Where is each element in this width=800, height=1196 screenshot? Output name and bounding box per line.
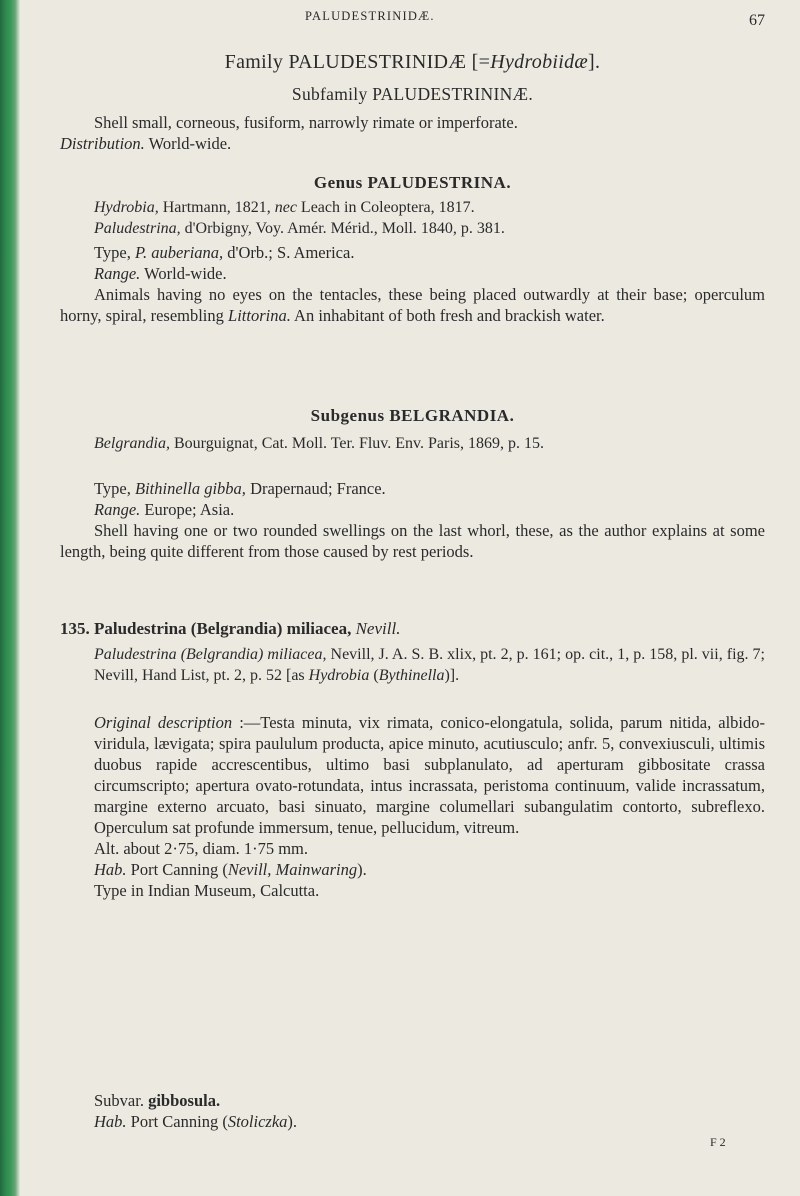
species-habitat: Hab. Port Canning (Nevill, Mainwaring). [94,860,367,879]
genus-type: Type, P. auberiana, d'Orb.; S. America. [94,243,355,262]
subgenus-heading: Subgenus BELGRANDIA. [310,406,515,425]
subfamily-description [60,112,765,154]
subgenus-range: Range. Europe; Asia. [94,500,235,519]
genus-synonymy [60,198,765,239]
genus-range: Range. World-wide. [94,264,227,283]
subvariety-habitat: Hab. Port Canning (Stoliczka). [94,1112,298,1131]
subgenus-shell-text: Shell having one or two rounded swellings on the last whorl, these, as the author explains at some length, being quite different from those caused by rest periods. [60,521,765,561]
book-binding-edge [0,0,20,1196]
species-reference: Paludestrina (Belgrandia) miliacea, Nevill, J. A. S. B. xlix, pt. 2, p. 161; op. cit., 1, p. 158, pl. vii, fig. 7; Nevill, Hand List, pt. 2, p. 52 [as Hydrobia (Bythinella)]. [94,646,765,684]
subfamily-title: Subfamily PALUDESTRININÆ. [291,84,534,104]
species-references [60,645,765,686]
subgenus-synonym: Belgrandia, Bourguignat, Cat. Moll. Ter. Fluv. Env. Paris, 1869, p. 15. [94,435,544,452]
species-type-location: Type in Indian Museum, Calcutta. [94,881,320,900]
genus-synonym-hydrobia: Hydrobia, Hartmann, 1821, nec Leach in Coleoptera, 1817. [94,199,475,216]
subfamily-shell-text: Shell small, corneous, fusiform, narrowly rimate or imperforate. Distribution. World-wide. [60,113,518,153]
genus-synonym-paludestrina: Paludestrina, d'Orbigny, Voy. Amér. Mérid., Moll. 1840, p. 381. [94,219,505,237]
genus-details [60,242,765,326]
signature-mark: F 2 [710,1135,726,1149]
species-heading: 135. Paludestrina (Belgrandia) miliacea, Nevill. [60,619,401,638]
species-measurements: Alt. about 2·75, diam. 1·75 mm. [94,839,309,858]
subvariety [60,1090,765,1132]
subvariety-heading: Subvar. gibbosula. [94,1091,221,1110]
book-page [60,0,765,1196]
subgenus-synonymy [60,434,765,455]
subgenus-details [60,478,765,562]
species-description [60,712,765,901]
subgenus-type: Type, Bithinella gibba, Drapernaud; France. [94,479,386,498]
genus-heading: Genus PALUDESTRINA. [313,173,512,192]
running-head: PALUDESTRINIDÆ. [305,9,435,23]
genus-animals-text: Animals having no eyes on the tentacles, these being placed outwardly at their base; operculum horny, spiral, resembling Littorina. An inhabitant of both fresh and brackish water. [60,285,765,325]
family-title: Family PALUDESTRINIDÆ [=Hydrobiidæ]. [224,51,601,73]
original-description: Original description :—Testa minuta, vix rimata, conico-elongatula, solida, parum nitida, albido-viridula, lævigata; spira paululum producta, apice minuto, acutiusculo; anfr. 5, convexiusculi, ultimis duobus rapide accrescentibus, ultimo basi subplanulato, ad aperturam gibbositate crassa circumscripto; apertura ovato-rotundata, intus incrassata, peristoma continuum, valide incrassatum, margine externo arcuato, basi sinuato, margine columellari subangulatim contorto, subreflexo. Operculum sat profunde immersum, tenue, pellucidum, vitreum. [94,713,765,837]
page-number: 67 [749,12,765,29]
